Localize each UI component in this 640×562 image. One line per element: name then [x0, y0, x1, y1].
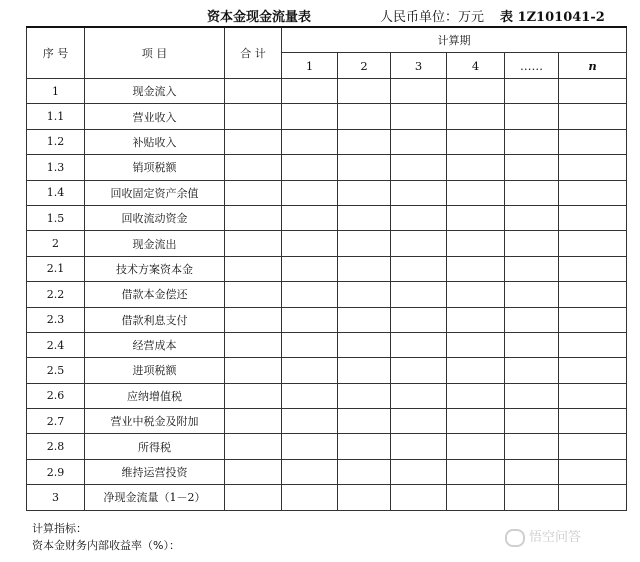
- empty-cell: [559, 282, 627, 307]
- empty-cell: [282, 231, 338, 256]
- empty-cell: [505, 256, 559, 281]
- empty-cell: [225, 485, 282, 510]
- empty-cell: [559, 79, 627, 104]
- empty-cell: [282, 485, 338, 510]
- empty-cell: [505, 104, 559, 129]
- empty-cell: [505, 155, 559, 180]
- empty-cell: [447, 358, 505, 383]
- empty-cell: [447, 256, 505, 281]
- table-row: [27, 104, 627, 129]
- empty-cell: [505, 79, 559, 104]
- empty-cell: [282, 129, 338, 154]
- table-row: [27, 79, 627, 104]
- empty-cell: [559, 332, 627, 357]
- empty-cell: [447, 307, 505, 332]
- row-item: 进项税额: [85, 358, 225, 383]
- empty-cell: [447, 332, 505, 357]
- row-item: 营业中税金及附加: [85, 409, 225, 434]
- table-title: 资本金现金流量表: [207, 10, 312, 25]
- empty-cell: [225, 256, 282, 281]
- row-number: 2: [27, 231, 85, 256]
- empty-cell: [391, 231, 447, 256]
- empty-cell: [447, 434, 505, 459]
- empty-cell: [447, 104, 505, 129]
- row-number: 1.4: [27, 180, 85, 205]
- empty-cell: [391, 205, 447, 230]
- empty-cell: [225, 282, 282, 307]
- table-row: [27, 409, 627, 434]
- period-3: 3: [391, 53, 447, 79]
- empty-cell: [559, 358, 627, 383]
- empty-cell: [338, 485, 391, 510]
- empty-cell: [447, 79, 505, 104]
- empty-cell: [391, 307, 447, 332]
- empty-cell: [282, 282, 338, 307]
- empty-cell: [505, 383, 559, 408]
- empty-cell: [391, 79, 447, 104]
- row-number: 1.2: [27, 129, 85, 154]
- empty-cell: [282, 307, 338, 332]
- table-row: [27, 485, 627, 510]
- empty-cell: [338, 79, 391, 104]
- col-seq-header: 序 号: [27, 27, 85, 79]
- row-item: 回收固定资产余值: [85, 180, 225, 205]
- empty-cell: [447, 205, 505, 230]
- row-number: 1: [27, 79, 85, 104]
- table-row: [27, 231, 627, 256]
- empty-cell: [447, 180, 505, 205]
- empty-cell: [225, 358, 282, 383]
- table-row: [27, 256, 627, 281]
- empty-cell: [391, 434, 447, 459]
- empty-cell: [225, 383, 282, 408]
- table-row: [27, 459, 627, 484]
- row-number: 2.1: [27, 256, 85, 281]
- row-number: 2.4: [27, 332, 85, 357]
- empty-cell: [225, 459, 282, 484]
- row-item: 借款利息支付: [85, 307, 225, 332]
- table-header: [0, 6, 640, 26]
- period-n: n: [559, 53, 627, 79]
- empty-cell: [338, 180, 391, 205]
- empty-cell: [225, 307, 282, 332]
- row-item: 回收流动资金: [85, 205, 225, 230]
- row-number: 1.3: [27, 155, 85, 180]
- empty-cell: [447, 383, 505, 408]
- empty-cell: [225, 434, 282, 459]
- empty-cell: [338, 129, 391, 154]
- row-number: 2.6: [27, 383, 85, 408]
- empty-cell: [282, 409, 338, 434]
- empty-cell: [338, 332, 391, 357]
- row-number: 2.7: [27, 409, 85, 434]
- table-row: [27, 282, 627, 307]
- period-ellipsis: ……: [505, 53, 559, 79]
- empty-cell: [391, 129, 447, 154]
- empty-cell: [225, 180, 282, 205]
- currency-unit: 人民币单位：万元: [380, 10, 485, 25]
- empty-cell: [505, 358, 559, 383]
- empty-cell: [282, 104, 338, 129]
- empty-cell: [391, 383, 447, 408]
- row-item: 补贴收入: [85, 129, 225, 154]
- row-item: 净现金流量（1－2）: [85, 485, 225, 510]
- empty-cell: [282, 256, 338, 281]
- row-number: 1.5: [27, 205, 85, 230]
- empty-cell: [338, 358, 391, 383]
- empty-cell: [282, 180, 338, 205]
- indicator-label: 计算指标：: [32, 522, 87, 535]
- empty-cell: [505, 307, 559, 332]
- empty-cell: [282, 434, 338, 459]
- empty-cell: [505, 231, 559, 256]
- row-number: 2.3: [27, 307, 85, 332]
- empty-cell: [559, 129, 627, 154]
- chat-bubble-icon: [505, 529, 525, 547]
- table-row: [27, 307, 627, 332]
- empty-cell: [559, 256, 627, 281]
- table-row: [27, 205, 627, 230]
- row-item: 现金流入: [85, 79, 225, 104]
- empty-cell: [391, 282, 447, 307]
- empty-cell: [447, 155, 505, 180]
- empty-cell: [505, 282, 559, 307]
- row-item: 营业收入: [85, 104, 225, 129]
- row-number: 2.8: [27, 434, 85, 459]
- table-row: [27, 129, 627, 154]
- row-item: 借款本金偿还: [85, 282, 225, 307]
- col-total-header: 合 计: [225, 27, 282, 79]
- empty-cell: [391, 358, 447, 383]
- row-number: 2.9: [27, 459, 85, 484]
- empty-cell: [338, 307, 391, 332]
- period-4: 4: [447, 53, 505, 79]
- empty-cell: [282, 358, 338, 383]
- empty-cell: [338, 282, 391, 307]
- col-period-header: 计算期: [282, 27, 627, 53]
- empty-cell: [505, 409, 559, 434]
- empty-cell: [559, 231, 627, 256]
- empty-cell: [505, 180, 559, 205]
- empty-cell: [447, 231, 505, 256]
- row-item: 经营成本: [85, 332, 225, 357]
- period-1: 1: [282, 53, 338, 79]
- empty-cell: [559, 459, 627, 484]
- irr-label: 资本金财务内部收益率（%）：: [32, 539, 180, 552]
- table-row: [27, 155, 627, 180]
- empty-cell: [447, 485, 505, 510]
- empty-cell: [282, 205, 338, 230]
- empty-cell: [225, 155, 282, 180]
- empty-cell: [338, 383, 391, 408]
- empty-cell: [338, 231, 391, 256]
- empty-cell: [282, 383, 338, 408]
- empty-cell: [225, 231, 282, 256]
- row-number: 2.2: [27, 282, 85, 307]
- empty-cell: [391, 459, 447, 484]
- empty-cell: [447, 282, 505, 307]
- cash-flow-table: [26, 26, 627, 511]
- row-number: 3: [27, 485, 85, 510]
- row-number: 1.1: [27, 104, 85, 129]
- table-code: 表 1Z101041-2: [500, 10, 605, 25]
- table-row: [27, 383, 627, 408]
- empty-cell: [559, 205, 627, 230]
- empty-cell: [505, 129, 559, 154]
- empty-cell: [225, 104, 282, 129]
- empty-cell: [447, 129, 505, 154]
- empty-cell: [338, 256, 391, 281]
- empty-cell: [391, 485, 447, 510]
- footer-indicators: [32, 520, 180, 554]
- watermark: [505, 526, 581, 547]
- empty-cell: [559, 409, 627, 434]
- empty-cell: [338, 459, 391, 484]
- empty-cell: [447, 459, 505, 484]
- empty-cell: [338, 434, 391, 459]
- empty-cell: [559, 434, 627, 459]
- empty-cell: [559, 485, 627, 510]
- empty-cell: [391, 104, 447, 129]
- empty-cell: [391, 332, 447, 357]
- col-item-header: 项 目: [85, 27, 225, 79]
- watermark-text: 悟空问答: [529, 530, 582, 545]
- table-row: [27, 332, 627, 357]
- empty-cell: [505, 332, 559, 357]
- empty-cell: [338, 409, 391, 434]
- row-number: 2.5: [27, 358, 85, 383]
- empty-cell: [505, 434, 559, 459]
- empty-cell: [225, 79, 282, 104]
- empty-cell: [505, 485, 559, 510]
- empty-cell: [391, 180, 447, 205]
- empty-cell: [505, 205, 559, 230]
- row-item: 现金流出: [85, 231, 225, 256]
- empty-cell: [225, 409, 282, 434]
- table-row: [27, 358, 627, 383]
- empty-cell: [391, 256, 447, 281]
- empty-cell: [391, 155, 447, 180]
- period-2: 2: [338, 53, 391, 79]
- row-item: 维持运营投资: [85, 459, 225, 484]
- table-row: [27, 180, 627, 205]
- empty-cell: [559, 307, 627, 332]
- empty-cell: [559, 383, 627, 408]
- row-item: 销项税额: [85, 155, 225, 180]
- empty-cell: [505, 459, 559, 484]
- empty-cell: [225, 129, 282, 154]
- empty-cell: [559, 155, 627, 180]
- empty-cell: [225, 205, 282, 230]
- empty-cell: [338, 104, 391, 129]
- empty-cell: [282, 79, 338, 104]
- table-row: [27, 434, 627, 459]
- empty-cell: [559, 104, 627, 129]
- row-item: 技术方案资本金: [85, 256, 225, 281]
- empty-cell: [225, 332, 282, 357]
- empty-cell: [338, 205, 391, 230]
- empty-cell: [282, 332, 338, 357]
- row-item: 所得税: [85, 434, 225, 459]
- empty-cell: [338, 155, 391, 180]
- empty-cell: [391, 409, 447, 434]
- empty-cell: [282, 155, 338, 180]
- empty-cell: [559, 180, 627, 205]
- empty-cell: [447, 409, 505, 434]
- row-item: 应纳增值税: [85, 383, 225, 408]
- empty-cell: [282, 459, 338, 484]
